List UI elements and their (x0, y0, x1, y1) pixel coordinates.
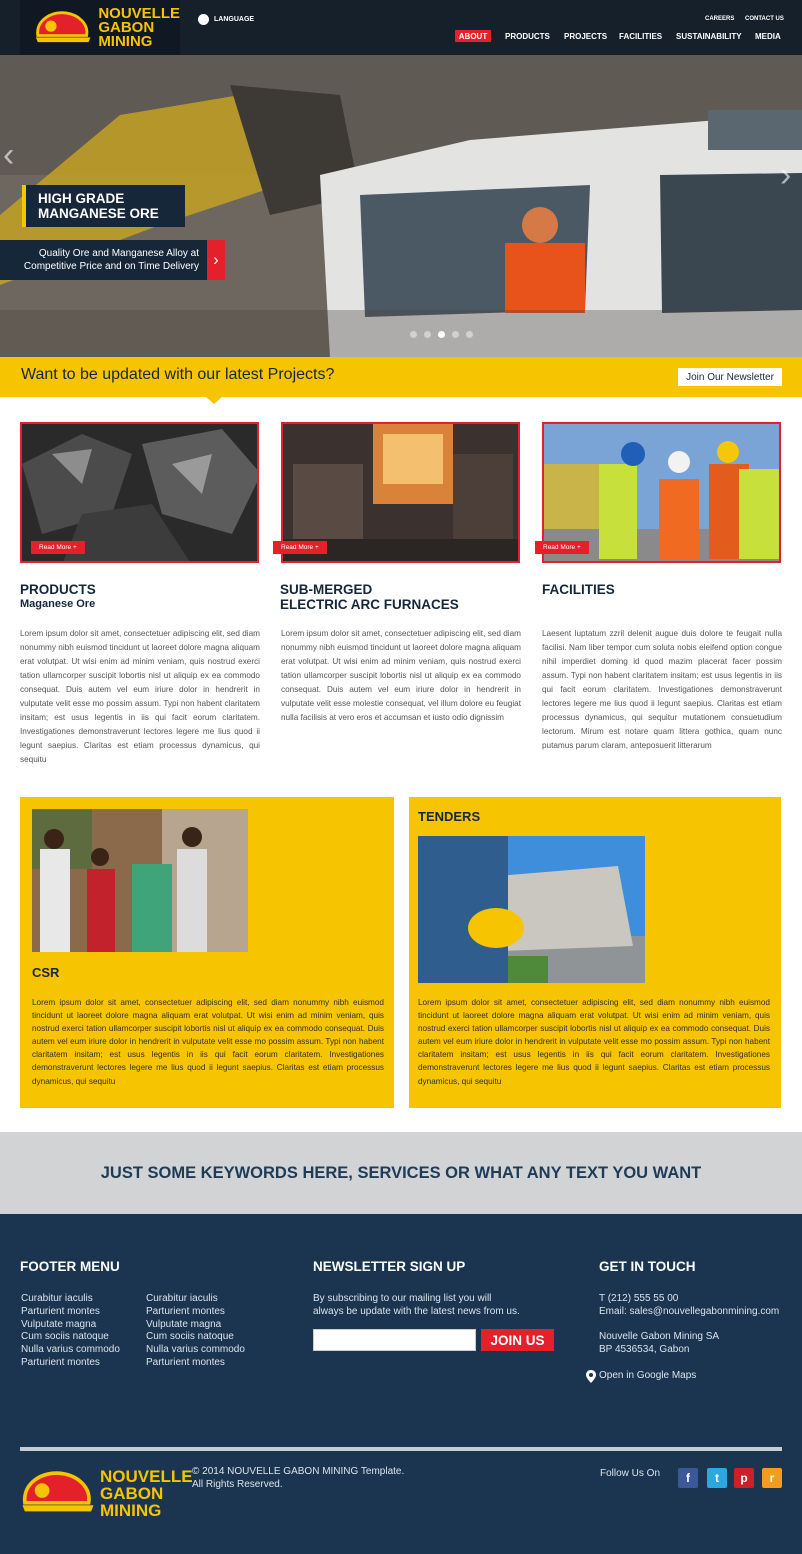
csr-title: CSR (32, 965, 60, 980)
newsletter-email-input[interactable] (313, 1329, 476, 1351)
slider-dot[interactable] (424, 331, 431, 338)
facilities-text: Laesent luptatum zzril delenit augue duis dolore te feugait nulla facilisi. Nam liber tempor cum soluta nobis eleifend option congue nihil imperdiet doming id quod mazim placerat facer possim assum. Typi non habent claritatem insitam; est usus legentis in iis qui facit eorum claritatem. Investigationes demonstraverunt lectores legere me lius quod ii legunt saepius. Claritas est etiam processus dynamicus, qui sequitur mutationem consuetudium lectorum. Mirum est notare quam littera gothica, quam nunc putamus parum claram, anteposuerit litterarum (542, 629, 782, 750)
nav-products[interactable]: PRODUCTS (505, 31, 550, 41)
footer-link[interactable]: Parturient montes (146, 1305, 225, 1317)
products-title: PRODUCTS Maganese Ore (20, 582, 96, 610)
keywords-banner: JUST SOME KEYWORDS HERE, SERVICES OR WHAT ANY TEXT YOU WANT (0, 1132, 802, 1214)
footer-link[interactable]: Nulla varius commodo (146, 1344, 245, 1356)
furnaces-title: SUB-MERGED ELECTRIC ARC FURNACES (280, 582, 459, 612)
slider-dot[interactable] (438, 331, 445, 338)
nav-sustainability[interactable]: SUSTAINABILITY (676, 31, 742, 41)
footer-link[interactable]: Curabitur iaculis (21, 1293, 93, 1304)
products-read-more[interactable]: Read More + (31, 541, 85, 554)
nav-facilities[interactable]: FACILITIES (619, 31, 663, 41)
contact-us-link[interactable]: CONTACT US (745, 16, 784, 22)
contact-details (599, 1293, 779, 1319)
contact-title: GET IN TOUCH (599, 1259, 696, 1274)
footer-link[interactable]: Vulputate magna (146, 1318, 222, 1330)
construction-photo (418, 836, 645, 983)
helmet-logo-icon (20, 1466, 96, 1520)
contact-email[interactable]: Email: sales@nouvellegabonmining.com (599, 1305, 780, 1317)
footer-logo[interactable] (20, 1466, 193, 1520)
footer-link[interactable]: Cum sociis natoque (21, 1331, 109, 1343)
slider-prev-arrow-icon[interactable]: ‹ (3, 136, 15, 174)
slider-dot[interactable] (410, 331, 417, 338)
footer-menu-column-1 (21, 1293, 120, 1370)
facilities-title: FACILITIES (542, 582, 615, 597)
footer-link[interactable]: Cum sociis natoque (146, 1331, 234, 1343)
twitter-icon[interactable]: t (707, 1468, 727, 1488)
footer-link[interactable]: Parturient montes (21, 1305, 100, 1317)
footer-link[interactable]: Parturient montes (21, 1356, 100, 1368)
language-label: LANGUAGE (214, 16, 255, 23)
community-photo (32, 809, 248, 952)
footer-link[interactable]: Vulputate magna (21, 1318, 97, 1330)
slider-dot[interactable] (466, 331, 473, 338)
google-maps-link[interactable]: Open in Google Maps (586, 1370, 696, 1383)
helmet-logo-icon (34, 6, 92, 50)
join-us-button[interactable]: JOIN US (481, 1329, 554, 1351)
furnaces-read-more[interactable]: Read More + (273, 541, 327, 554)
csr-text: Lorem ipsum dolor sit amet, consectetuer adipiscing elit, sed diam nonummy nibh euismod tincidunt ut laoreet dolore magna aliquam erat volutpat. Ut wisi enim ad minim veniam, quis nostrud exerci tation ullamcorper suscipit lobortis nisl ut aliquip ex ea commodo consequat. Duis autem vel eum iriure dolor in hendrerit in vulputate velit esse mo possim assum. Typi non habent claritatem insitam; est usus legentis in iis qui facit eorum claritatem. Investigationes demonstraverunt lectores legere me lius quod ii legunt saepius. Claritas est etiam processus dynamicus, qui sequitu (32, 998, 384, 1086)
footer-logo-text: NOUVELLE GABON MINING (100, 1466, 193, 1520)
map-pin-icon (586, 1370, 596, 1383)
hero-title: HIGH GRADE MANGANESE ORE (22, 185, 185, 227)
facebook-icon[interactable]: f (678, 1468, 698, 1488)
nav-projects[interactable]: PROJECTS (564, 31, 608, 41)
cta-pointer (206, 397, 222, 404)
products-subtitle: Maganese Ore (20, 598, 96, 610)
footer-menu-column-2 (146, 1293, 245, 1370)
newsletter-title: NEWSLETTER SIGN UP (313, 1259, 466, 1274)
nav-about[interactable]: ABOUT (455, 30, 491, 42)
hero-more-button[interactable] (207, 240, 225, 280)
join-newsletter-button[interactable]: Join Our Newsletter (678, 368, 782, 386)
facilities-read-more[interactable]: Read More + (535, 541, 589, 554)
nav-media[interactable]: MEDIA (755, 31, 781, 41)
chevron-right-icon: › (213, 250, 219, 269)
copyright: © 2014 NOUVELLE GABON MINING Template. All Rights Reserved. (192, 1466, 405, 1490)
products-text: Lorem ipsum dolor sit amet, consectetuer adipiscing elit, sed diam nonummy nibh euismod tincidunt ut laoreet dolore magna aliquam erat volutpat. Ut wisi enim ad minim veniam, quis nostrud exerci tation ullamcorper suscipit lobortis nisl ut aliquip ex ea commodo consequat. Duis autem vel eum iriure dolor in hendrerit in vulputate velit esse mo possim assum. Typi non habent claritatem insitam; est usus legentis in iis qui facit eorum claritatem. Investigationes demonstraverunt lectores legere me lius quod ii legunt saepius. Claritas est etiam processus dynamicus, qui sequitu (20, 629, 260, 764)
pinterest-icon[interactable]: p (734, 1468, 754, 1488)
rss-icon[interactable]: r (762, 1468, 782, 1488)
tenders-title: TENDERS (418, 809, 481, 824)
company-address: Nouvelle Gabon Mining SA BP 4536534, Gabon (599, 1331, 720, 1355)
footer-divider (20, 1447, 782, 1451)
slider-dot[interactable] (452, 331, 459, 338)
footer-link[interactable]: Parturient montes (146, 1356, 225, 1368)
furnaces-text: Lorem ipsum dolor sit amet, consectetuer adipiscing elit, sed diam nonummy nibh euismod tincidunt ut laoreet dolore magna aliquam erat volutpat. Ut wisi enim ad minim veniam, quis nostrud exerci tation ullamcorper suscipit lobortis nisl ut aliquip ex ea commodo consequat. Duis autem vel eum iriure dolor in hendrerit in vulputate velit esse molestie consequat, vel illum dolore eu feugiat nulla facilisis at vero eros et accumsan et iusto odio dignissim (281, 629, 521, 722)
language-selector[interactable] (198, 14, 254, 25)
newsletter-description: By subscribing to our mailing list you will always be update with the latest news from us. (313, 1293, 520, 1317)
follow-us-label: Follow Us On (600, 1468, 661, 1479)
hero-subtitle: Quality Ore and Manganese Alloy at Competitive Price and on Time Delivery (0, 240, 207, 280)
careers-link[interactable]: CAREERS (705, 16, 735, 22)
phone-number: T (212) 555 55 00 (599, 1293, 679, 1304)
cta-text: Want to be updated with our latest Projects? (21, 366, 335, 383)
header-logo[interactable] (20, 0, 180, 55)
slider-next-arrow-icon[interactable]: › (780, 156, 792, 194)
footer-link[interactable]: Nulla varius commodo (21, 1344, 120, 1356)
footer-link[interactable]: Curabitur iaculis (146, 1293, 218, 1304)
tenders-text: Lorem ipsum dolor sit amet, consectetuer adipiscing elit, sed diam nonummy nibh euismod tincidunt ut laoreet dolore magna aliquam erat volutpat. Ut wisi enim ad minim veniam, quis nostrud exerci tation ullamcorper suscipit lobortis nisl ut aliquip ex ea commodo consequat. Duis autem vel eum iriure dolor in hendrerit in vulputate velit esse mo possim assum. Typi non habent claritatem insitam; est usus legentis in iis qui facit eorum claritatem. Investigationes demonstraverunt lectores legere me lius quod ii legunt saepius. Claritas est etiam processus dynamicus, qui sequitu (418, 998, 770, 1086)
logo-text: NOUVELLE GABON MINING (98, 4, 180, 50)
csr-image[interactable] (32, 809, 248, 952)
footer-menu-title: FOOTER MENU (20, 1259, 120, 1274)
tenders-image[interactable] (418, 836, 645, 983)
globe-icon (198, 14, 209, 25)
